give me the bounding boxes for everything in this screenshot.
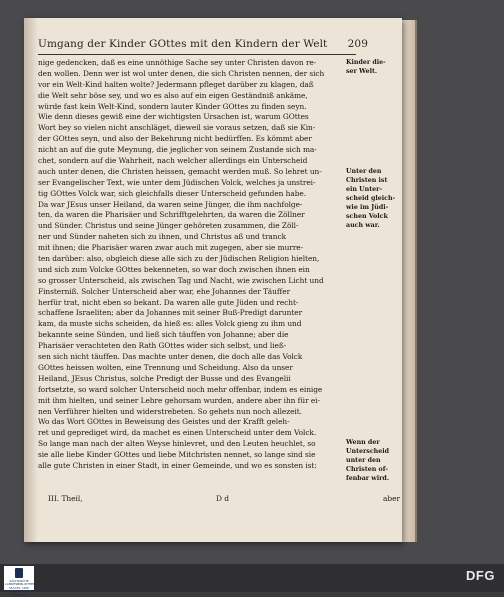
text-line: Pharisäer verachteten den Rath GOttes wider sich selbst, und ließ- bbox=[38, 341, 287, 351]
text-line: nige gedencken, daß es eine unnöthige Sache sey unter Christen davon re- bbox=[38, 58, 317, 67]
page-footer bbox=[38, 494, 400, 506]
text-line: die Welt sehr böse sey, und wo es also auf ein eigen Geständniß ankäme, bbox=[38, 90, 308, 100]
text-line: Da war JEsus unser Heiland, da waren seine Jünger, die ihm nachfolge- bbox=[38, 199, 303, 209]
margin-note-line: auch war. bbox=[346, 222, 380, 229]
text-line: mit ihm hielten, und seiner Lehre gehorsam wurden, andere aber ihn für ei- bbox=[38, 395, 320, 405]
margin-note-line: scheid gleich- bbox=[346, 195, 396, 202]
text-line: bekannte seine Sünden, und ließ sich täuffen von Johanne; aber die bbox=[38, 330, 289, 340]
text-line: Wort bey so vielen nicht anschläget, dieweil sie voraus setzen, daß sie Kin- bbox=[38, 123, 316, 133]
text-line: Heiland, JEsus Christus, solche Predigt der Busse und des Evangelii bbox=[38, 373, 291, 383]
margin-note-line: Wenn der bbox=[346, 439, 380, 446]
text-line: so grosser Unterscheid, als zwischen Tag und Nacht, wie zwischen Licht und bbox=[38, 275, 324, 285]
text-line: ser Evangelischer Text, wie unter dem Jüdischen Volck, welches ja unstrei- bbox=[38, 177, 316, 187]
margin-note-line: unter den bbox=[346, 457, 381, 464]
page-number: 209 bbox=[347, 38, 368, 50]
text-line: der GOttes seyn, und also der Bekehrung nicht bedürffen. Es kömmt aber bbox=[38, 134, 312, 144]
text-line: herfür trat, nicht eben so bekant. Da waren alle gute Jüden und recht- bbox=[38, 297, 299, 307]
running-head bbox=[38, 38, 372, 54]
margin-note-line: Christen ist bbox=[346, 177, 388, 184]
text-line: tig GOttes Volck war, sich gleichfalls dieser Unterscheid gefunden habe. bbox=[38, 188, 307, 198]
running-head-title: Umgang der Kinder GOttes mit den Kindern der Welt bbox=[38, 38, 328, 50]
margin-note-line: ein Unter- bbox=[346, 186, 383, 193]
text-line: GOttes heissen wolten, eine Trennung und Scheidung. Also da unser bbox=[38, 362, 293, 372]
text-line: alle gute Christen in einer Stadt, in einer Gemeinde, und wo es sonsten ist: bbox=[38, 460, 317, 470]
text-line: vor ein Welt-Kind halten wolte? Jedermann pfleget darüber zu klagen, daß bbox=[38, 79, 314, 89]
text-line: So lange man nach der alten Weyse hinlevret, und den Leuten heuchlet, so bbox=[38, 439, 316, 449]
text-line: ten, da waren die Pharisäer und Schrifftgelehrten, da waren die Zöllner bbox=[38, 210, 305, 220]
margin-note-line: schen Volck bbox=[346, 213, 388, 220]
margin-note-2 bbox=[346, 167, 400, 230]
margin-note-line: Unter den bbox=[346, 168, 382, 175]
text-line: den wollen. Denn wer ist wol unter denen, die sich Christen nennen, der sich bbox=[38, 68, 325, 78]
viewer-footer-bar bbox=[0, 564, 504, 592]
body-text bbox=[38, 58, 344, 472]
text-line: sen sich nicht täuffen. Das machte unter denen, die doch alle das Volck bbox=[38, 352, 303, 362]
catchword: aber bbox=[382, 494, 400, 503]
text-line: und sich zum Volcke GOttes bekenneten, so war doch zwischen ihnen ein bbox=[38, 264, 310, 274]
slub-emblem-icon bbox=[15, 568, 23, 578]
head-rule bbox=[38, 54, 356, 55]
margin-note-1 bbox=[346, 58, 400, 76]
margin-note-line: Kinder die- bbox=[346, 59, 386, 66]
text-line: Wie denn dieses gewiß eine der wichtigsten Ursachen ist, warum GOttes bbox=[38, 112, 309, 122]
text-line: ret und geprediget wird, da machet es einen Unterscheid unter dem Volck. bbox=[38, 428, 317, 438]
text-line: nen Verführer hielten und widerstrebeten. So gehets nun noch allezeit. bbox=[38, 406, 302, 416]
dfg-logo[interactable]: DFG bbox=[466, 568, 495, 583]
text-line: kam, da muste sichs scheiden, da hieß es: alles Volck gieng zu ihm und bbox=[38, 319, 302, 329]
margin-note-line: Unterscheid bbox=[346, 448, 390, 455]
margin-note-line: Christen of- bbox=[346, 466, 388, 473]
text-line: schaffene Israeliten; aber da Johannes mit seiner Buß-Predigt darunter bbox=[38, 308, 303, 318]
text-line: fortsetzte, so ward solcher Unterscheid noch mehr offenbar, indem es einige bbox=[38, 384, 323, 394]
margin-note-line: fenbar wird. bbox=[346, 475, 390, 482]
text-line: würde fast kein Welt-Kind, sondern lauter Kinder GOttes zu finden seyn. bbox=[38, 101, 307, 111]
text-line: sie alle liebe Kinder GOttes und liebe Mitchristen nennet, so lange sind sie bbox=[38, 450, 316, 460]
text-line: auch unter denen, die Christen heissen, gemacht werden muß. So lehret un- bbox=[38, 166, 322, 176]
text-line: mit ihnen; die Pharisäer waren zwar auch mit zugegen, aber sie murre- bbox=[38, 243, 304, 253]
slub-logo-caption: SÄCHSISCHE LANDESBIBLIOTHEK STAATS- UND UNIVERSITÄTSBIBLIOTHEK DRESDEN bbox=[5, 579, 45, 597]
text-line: chet, sondern auf die Wahrheit, nach welcher allerdings ein Unterscheid bbox=[38, 156, 308, 166]
volume-signature: III. Theil, bbox=[48, 494, 83, 503]
margin-note-3 bbox=[346, 438, 400, 483]
text-line: und Sünder. Christus und seine Jünger gehöreten zusammen, die Zöll- bbox=[38, 221, 299, 231]
scanned-page bbox=[24, 18, 402, 542]
text-line: Finsterniß. Solcher Unterscheid aber war, ehe Johannes der Täuffer bbox=[38, 286, 291, 296]
signature-mark: D d bbox=[216, 494, 230, 503]
text-line: nicht an auf die gute Meynung, die jeglicher von seinem Zustande sich ma- bbox=[38, 145, 317, 155]
text-line: Wo das Wort GOttes in Beweisung des Geistes und der Krafft geleh- bbox=[38, 417, 290, 427]
text-line: ner und Sünder naheten sich zu ihnen, und Christus aß und tranck bbox=[38, 232, 287, 242]
margin-note-line: wie im Jüdi- bbox=[346, 204, 389, 211]
slub-logo[interactable] bbox=[4, 566, 45, 597]
text-line: ten darüber: also, obgleich diese alle sich zu der Jüdischen Religion hielten, bbox=[38, 254, 320, 264]
margin-note-line: ser Welt. bbox=[346, 68, 378, 75]
